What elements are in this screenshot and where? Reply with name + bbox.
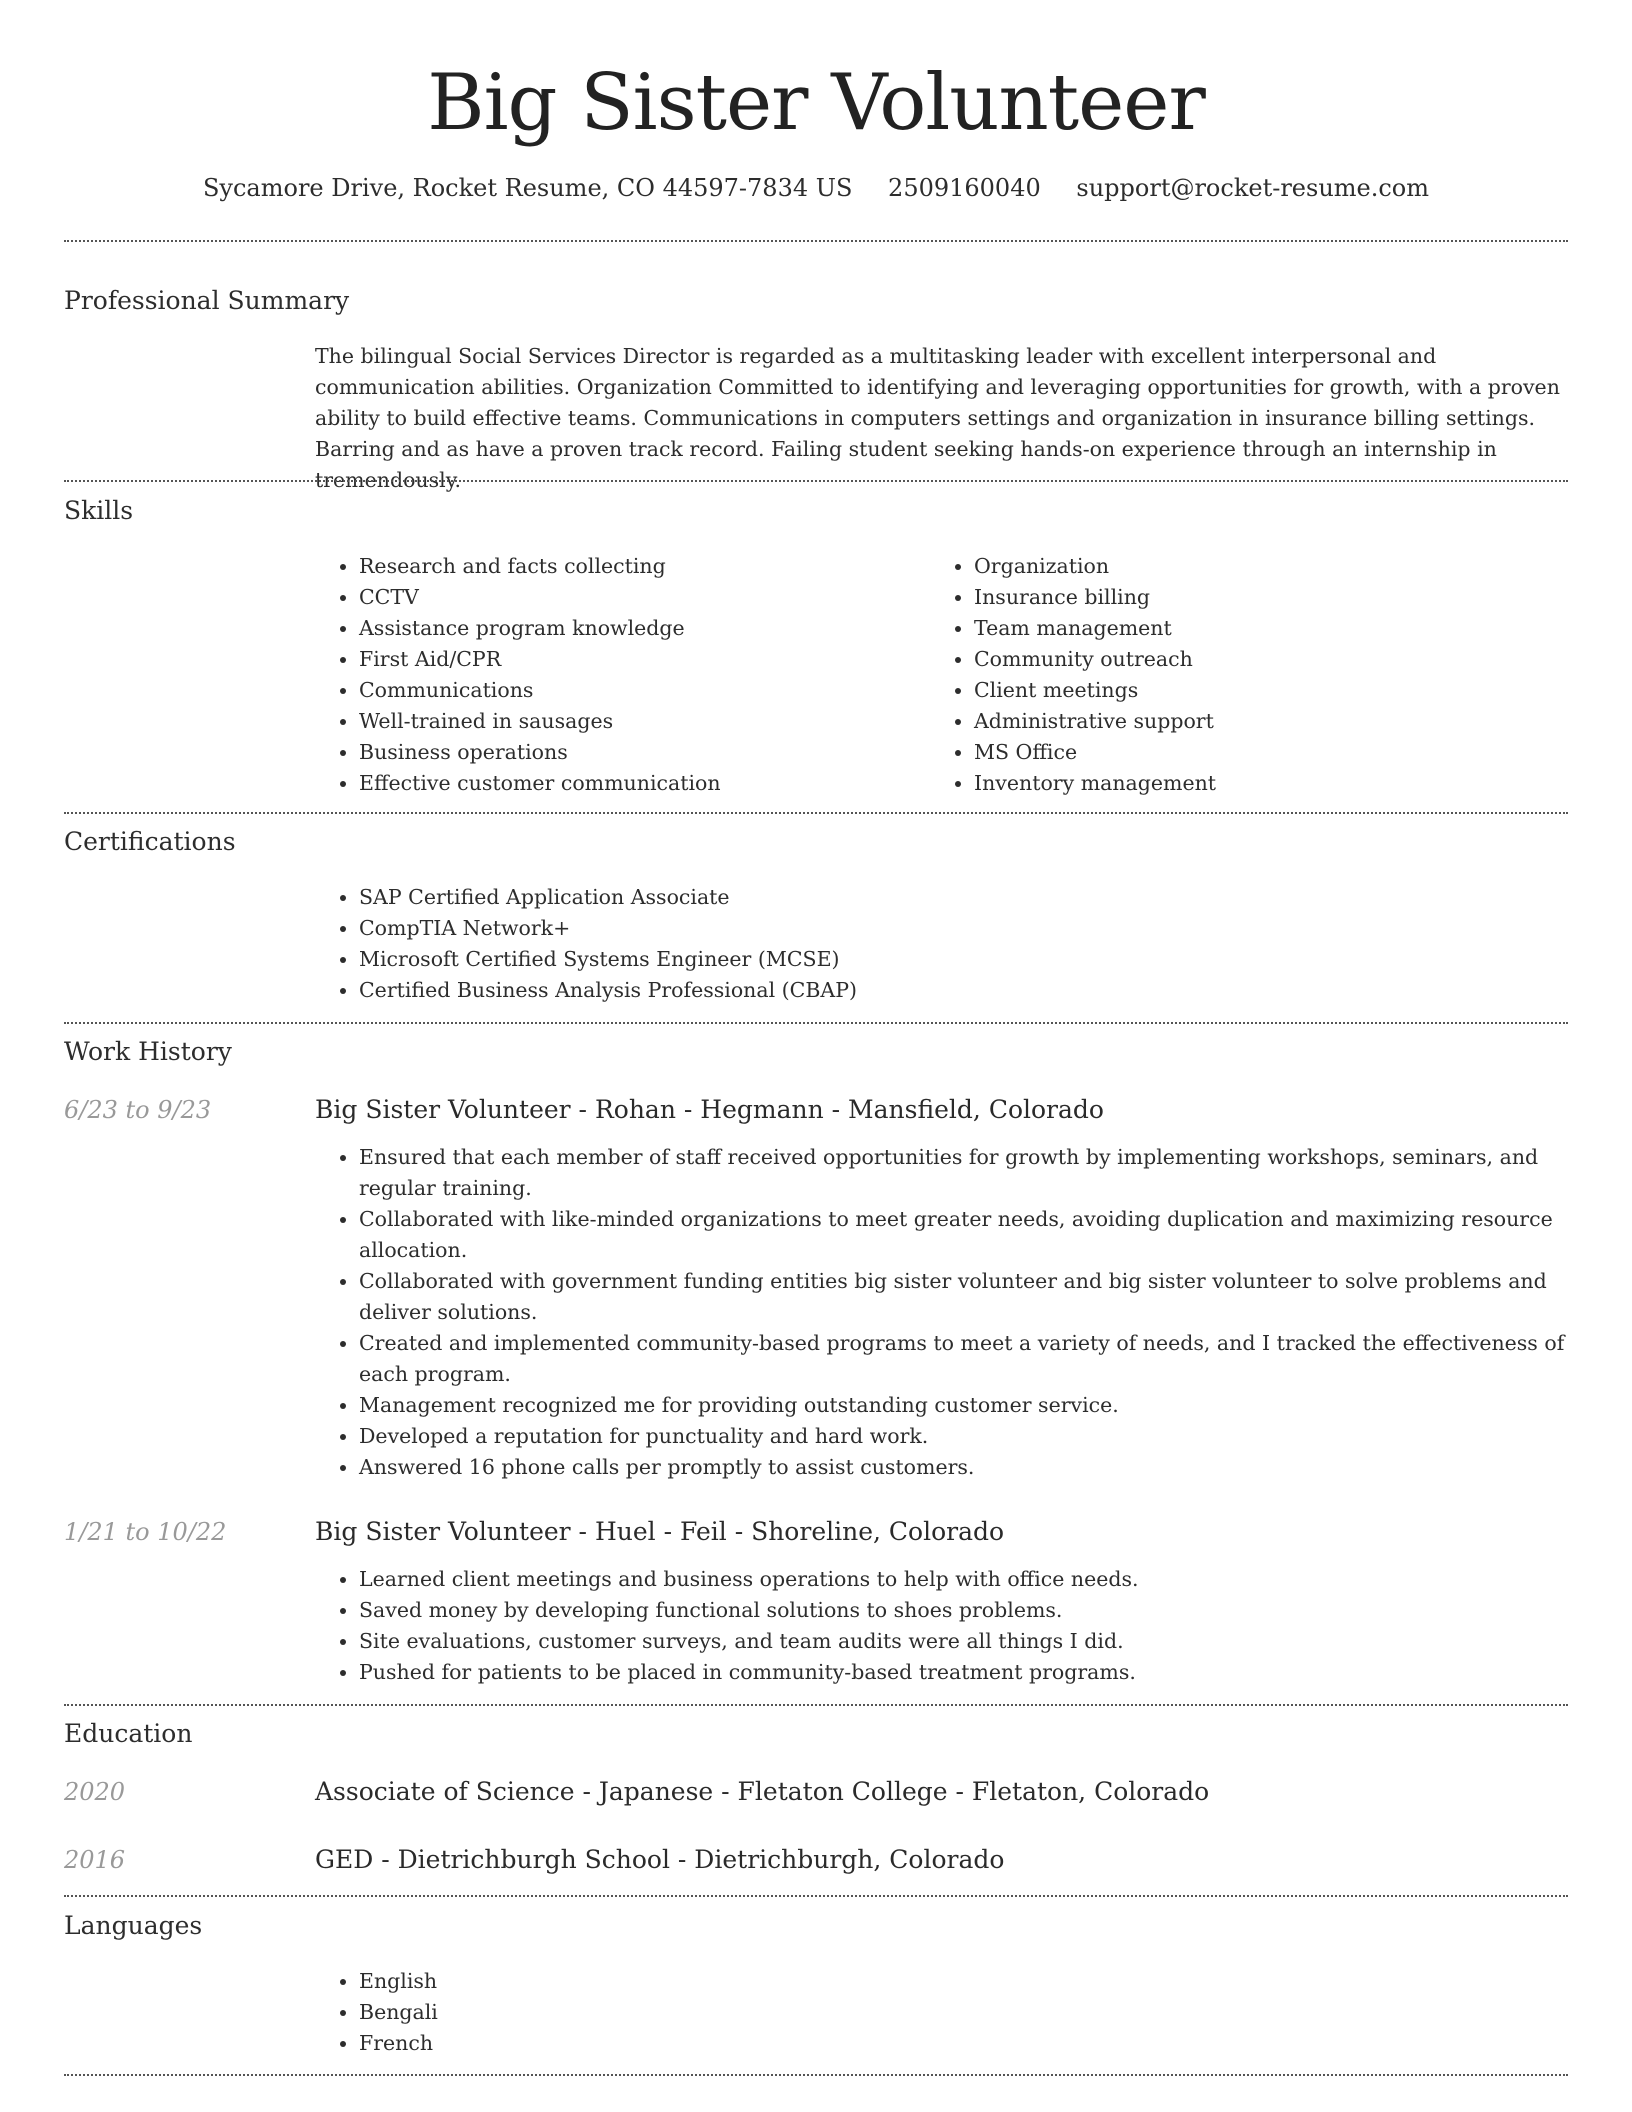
divider xyxy=(64,2074,1568,2076)
job-heading: Big Sister Volunteer - Huel - Feil - Shoreline, Colorado xyxy=(315,1517,1005,1546)
skills-column-left xyxy=(315,551,930,799)
job-bullet: • Ensured that each member of staff received opportunities for growth by implementing workshops, seminars, and regular training. xyxy=(359,1142,1568,1204)
language-item: • French xyxy=(359,2028,1568,2059)
job-bullet: • Collaborated with government funding entities big sister volunteer and big sister volunteer to solve problems and deliver solutions. xyxy=(359,1266,1568,1328)
language-item: • Bengali xyxy=(359,1997,1568,2028)
skill-item: • MS Office xyxy=(974,737,1545,768)
education-entry: GED - Dietrichburgh School - Dietrichburgh, Colorado xyxy=(315,1845,1005,1874)
skills-list-right xyxy=(930,551,1545,799)
summary-text: The bilingual Social Services Director is regarded as a multitasking leader with excellent interpersonal and communication abilities. Organization Committed to identifying and leveraging opportunities for growth, with a proven ability to build effective teams. Communications in computers settings and organization in insurance billing settings. Barring and as have a proven track record. Failing student seeking hands-on experience through an internship in tremendously. xyxy=(315,344,1560,492)
job-bullet: • Created and implemented community-based programs to meet a variety of needs, and I tracked the effectiveness of each program. xyxy=(359,1328,1568,1390)
skill-item: • Well-trained in sausages xyxy=(359,706,930,737)
divider xyxy=(64,812,1568,814)
job-bullet: • Management recognized me for providing outstanding customer service. xyxy=(359,1390,1568,1421)
contact-phone: 2509160040 xyxy=(888,174,1041,202)
divider xyxy=(64,1022,1568,1024)
candidate-name: Big Sister Volunteer xyxy=(427,58,1205,148)
job-bullet: • Saved money by developing functional solutions to shoes problems. xyxy=(359,1595,1568,1626)
section-title-work-history: Work History xyxy=(64,1037,232,1066)
skills-column-right xyxy=(930,551,1545,799)
job-bullet: • Learned client meetings and business operations to help with office needs. xyxy=(359,1564,1568,1595)
skill-item: • Communications xyxy=(359,675,930,706)
summary-section xyxy=(315,341,1568,496)
skill-item: • Assistance program knowledge xyxy=(359,613,930,644)
skills-list-left xyxy=(315,551,930,799)
job-dates: 1/21 to 10/22 xyxy=(64,1518,227,1546)
skill-item: • Organization xyxy=(974,551,1545,582)
education-year: 2020 xyxy=(64,1778,126,1806)
skill-item: • CCTV xyxy=(359,582,930,613)
job-bullet-list xyxy=(315,1564,1568,1688)
job-bullet: • Pushed for patients to be placed in community-based treatment programs. xyxy=(359,1657,1568,1688)
skill-item: • Client meetings xyxy=(974,675,1545,706)
contact-line xyxy=(64,168,1568,208)
skill-item: • Insurance billing xyxy=(974,582,1545,613)
job-bullet: • Collaborated with like-minded organizations to meet greater needs, avoiding duplication and maximizing resource allocation. xyxy=(359,1204,1568,1266)
job-duties xyxy=(315,1564,1568,1688)
skill-item: • Inventory management xyxy=(974,768,1545,799)
education-year: 2016 xyxy=(64,1846,126,1874)
section-title-education: Education xyxy=(64,1719,193,1748)
job-bullet: • Developed a reputation for punctuality and hard work. xyxy=(359,1421,1568,1452)
section-title-certifications: Certifications xyxy=(64,827,236,856)
skill-item: • First Aid/CPR xyxy=(359,644,930,675)
skill-item: • Administrative support xyxy=(974,706,1545,737)
divider xyxy=(64,480,1568,482)
section-title-summary: Professional Summary xyxy=(64,286,350,315)
certification-item: • SAP Certified Application Associate xyxy=(359,882,1568,913)
languages-list xyxy=(315,1966,1568,2059)
section-title-languages: Languages xyxy=(64,1911,203,1940)
certifications-list xyxy=(315,882,1568,1006)
language-item: • English xyxy=(359,1966,1568,1997)
skill-item: • Research and facts collecting xyxy=(359,551,930,582)
job-heading: Big Sister Volunteer - Rohan - Hegmann - Mansfield, Colorado xyxy=(315,1095,1104,1124)
certifications-section xyxy=(315,882,1568,1006)
certification-item: • CompTIA Network+ xyxy=(359,913,1568,944)
job-bullet: • Site evaluations, customer surveys, and team audits were all things I did. xyxy=(359,1626,1568,1657)
skill-item: • Business operations xyxy=(359,737,930,768)
divider xyxy=(64,1704,1568,1706)
skill-item: • Team management xyxy=(974,613,1545,644)
job-duties xyxy=(315,1142,1568,1483)
job-bullet: • Answered 16 phone calls per promptly to assist customers. xyxy=(359,1452,1568,1483)
skill-item: • Community outreach xyxy=(974,644,1545,675)
job-bullet-list xyxy=(315,1142,1568,1483)
languages-section xyxy=(315,1966,1568,2059)
divider xyxy=(64,1895,1568,1897)
contact-email[interactable]: support@rocket-resume.com xyxy=(1076,174,1430,202)
skills-section xyxy=(315,551,1568,799)
certification-item: • Certified Business Analysis Professional (CBAP) xyxy=(359,975,1568,1006)
education-entry: Associate of Science - Japanese - Fletaton College - Fletaton, Colorado xyxy=(315,1777,1210,1806)
divider xyxy=(64,240,1568,242)
section-title-skills: Skills xyxy=(64,496,134,525)
skill-item: • Effective customer communication xyxy=(359,768,930,799)
certification-item: • Microsoft Certified Systems Engineer (MCSE) xyxy=(359,944,1568,975)
contact-address: Sycamore Drive, Rocket Resume, CO 44597-7834 US xyxy=(202,174,853,202)
job-dates: 6/23 to 9/23 xyxy=(64,1096,212,1124)
